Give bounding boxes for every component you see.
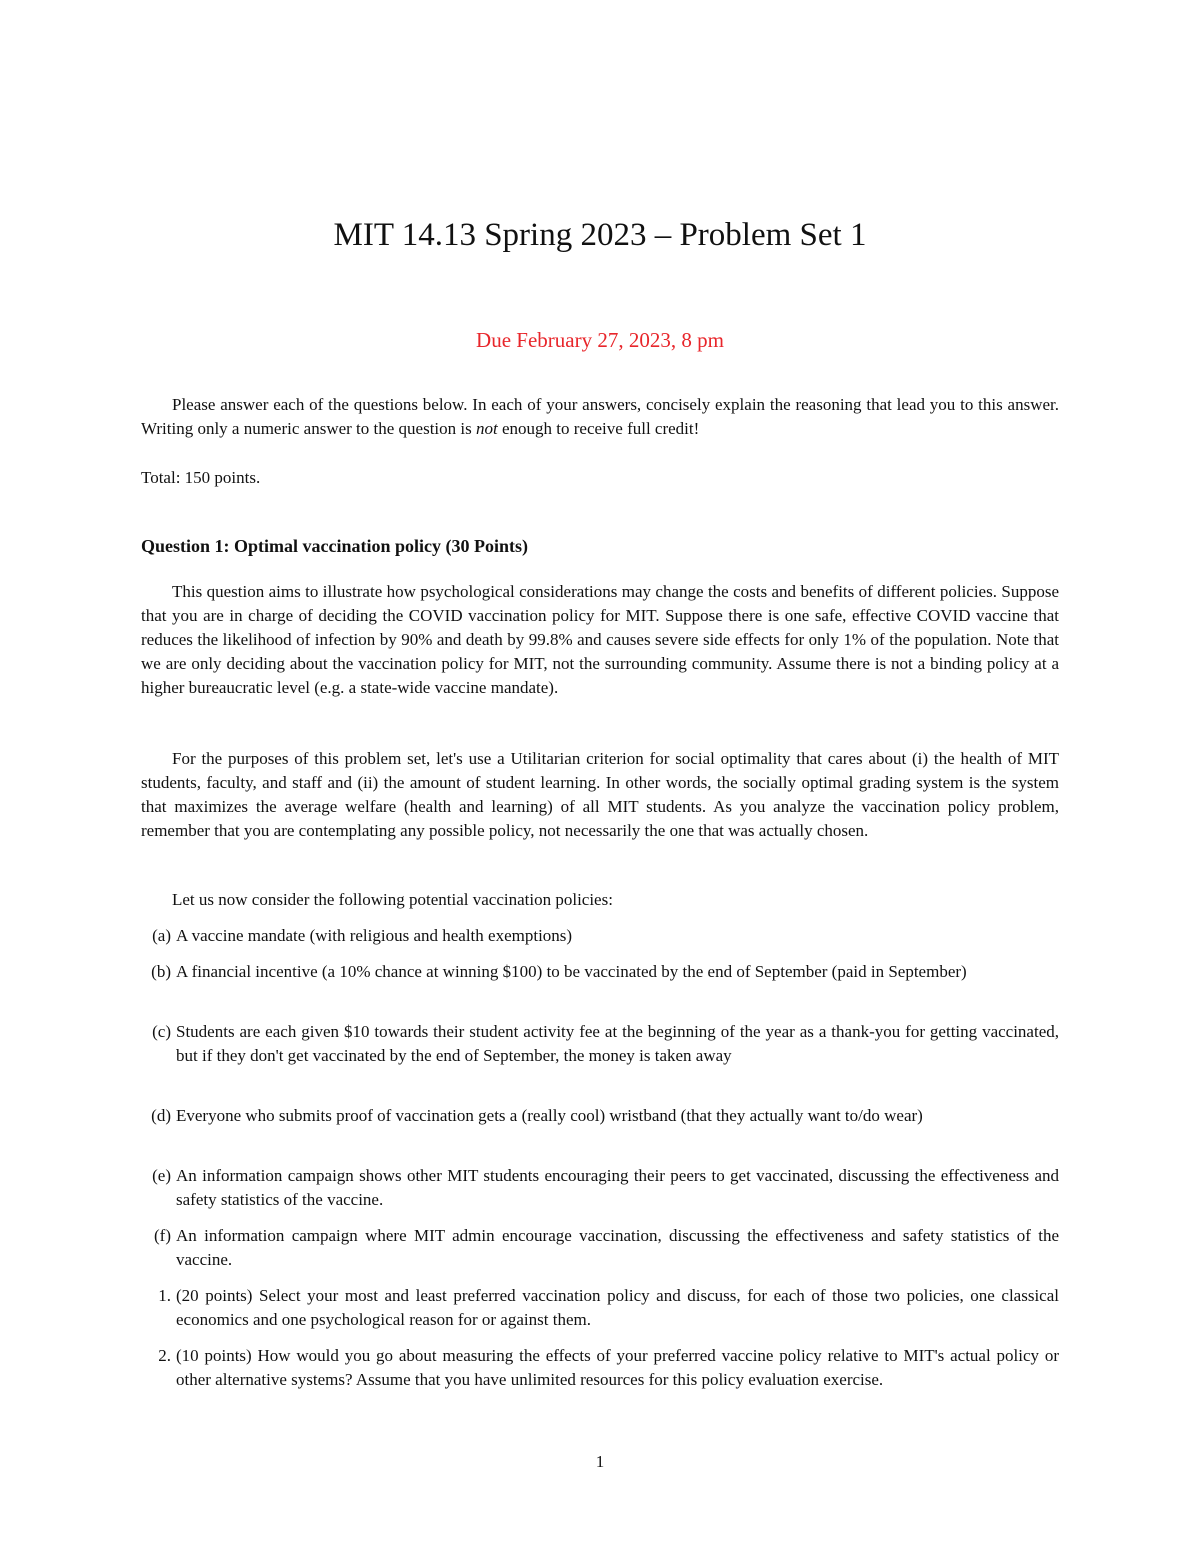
policy-text: Students are each given $10 towards their student activity fee at the beginning of the year as a thank-you for getting vaccinated, but if they don't get vaccinated by the end of September, the money is taken away: [176, 1022, 1059, 1065]
part-label: 2.: [158, 1346, 171, 1365]
policy-label: (a): [152, 926, 171, 945]
due-date: Due February 27, 2023, 8 pm: [476, 328, 724, 352]
policy-item-f: [141, 1224, 1059, 1272]
total-points: Total: 150 points.: [141, 468, 261, 487]
policy-item-c: [141, 1020, 1059, 1068]
question-1-paragraph-2: For the purposes of this problem set, let's use a Utilitarian criterion for social optimality that cares about (i) the health of MIT students, faculty, and staff and (ii) the amount of student learning. In other words, the socially optimal grading system is the system that maximizes the average welfare (health and learning) of all MIT students. As you analyze the vaccination policy problem, remember that you are contemplating any possible policy, not necessarily the one that was actually chosen.: [141, 749, 1059, 840]
question-1-paragraph-1: This question aims to illustrate how psychological considerations may change the costs and benefits of different policies. Suppose that you are in charge of deciding the COVID vaccination policy for MIT. Suppose there is one safe, effective COVID vaccine that reduces the likelihood of infection by 90% and death by 99.8% and causes severe side effects for only 1% of the population. Note that we are only deciding about the vaccination policy for MIT, not the surrounding community. Assume there is not a binding policy at a higher bureaucratic level (e.g. a state-wide vaccine mandate).: [141, 582, 1059, 697]
policy-text: An information campaign shows other MIT students encouraging their peers to get vaccinated, discussing the effectiveness and safety statistics of the vaccine.: [176, 1166, 1059, 1209]
policy-text: Everyone who submits proof of vaccination gets a (really cool) wristband (that they actually want to/do wear): [176, 1106, 923, 1125]
part-text: (20 points) Select your most and least preferred vaccination policy and discuss, for each of those two policies, one classical economics and one psychological reason for or against them.: [176, 1286, 1059, 1329]
intro-text-end: enough to receive full credit!: [497, 419, 700, 438]
policy-text: A vaccine mandate (with religious and health exemptions): [176, 926, 573, 945]
intro-emphasis: not: [476, 419, 498, 438]
policy-label: (e): [152, 1166, 171, 1185]
policy-label: (b): [151, 962, 171, 981]
policy-label: (d): [151, 1106, 171, 1125]
part-label: 1.: [158, 1286, 171, 1305]
part-text: (10 points) How would you go about measuring the effects of your preferred vaccine policy relative to MIT's actual policy or other alternative systems? Assume that you have unlimited resources for this policy evaluation exercise.: [176, 1346, 1059, 1389]
policy-label: (f): [154, 1226, 171, 1245]
policy-item-a: [141, 924, 1059, 948]
policy-text: A financial incentive (a 10% chance at winning $100) to be vaccinated by the end of September (paid in September): [176, 962, 967, 981]
policy-label: (c): [152, 1022, 171, 1041]
policy-text: An information campaign where MIT admin encourage vaccination, discussing the effectiveness and safety statistics of the vaccine.: [176, 1226, 1059, 1269]
intro-paragraph: [141, 393, 1059, 441]
question-1-paragraph-3: Let us now consider the following potential vaccination policies:: [172, 890, 613, 909]
document-title: MIT 14.13 Spring 2023 – Problem Set 1: [333, 217, 867, 253]
question-part-1: [141, 1284, 1059, 1332]
question-part-2: [141, 1344, 1059, 1392]
policy-item-b: [141, 960, 1059, 984]
policy-item-e: [141, 1164, 1059, 1212]
intro-text-start: Please answer each of the questions below. In each of your answers, concisely explain the reasoning that lead you to this answer. Writing only a numeric answer to the question is: [141, 395, 1059, 438]
page-number: 1: [595, 1452, 605, 1471]
question-1-heading: Question 1: Optimal vaccination policy (30 Points): [141, 536, 528, 556]
policy-item-d: [141, 1104, 1059, 1128]
